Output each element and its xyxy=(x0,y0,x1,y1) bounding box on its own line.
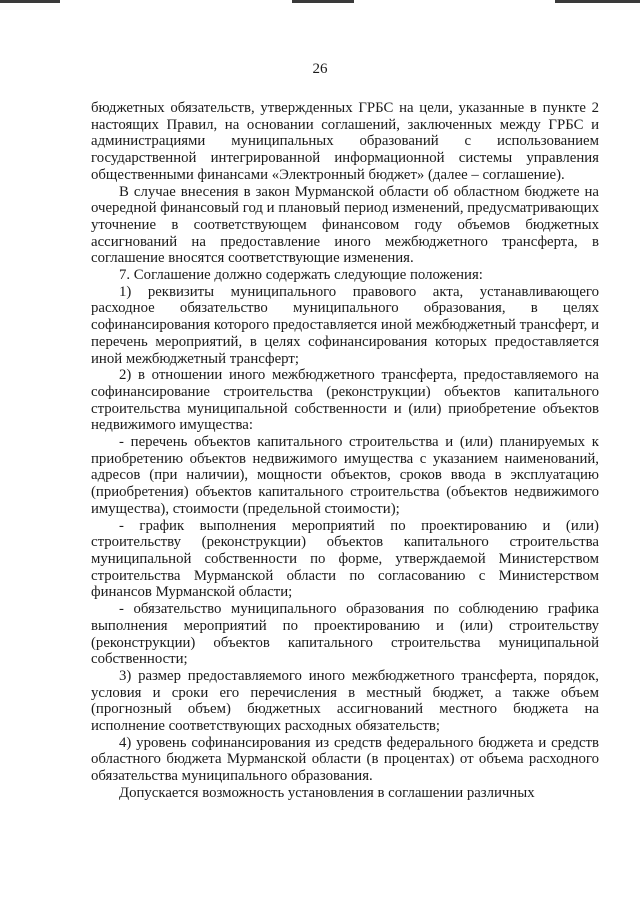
paragraph-subitem-4: 4) уровень софинансирования из средств федерального бюджета и средств областного бюджета Мурманской области (в процентах) от объема расходного обязательства муниципального образования. xyxy=(91,734,599,785)
paragraph-subitem-1: 1) реквизиты муниципального правового акта, устанавливающего расходное обязательство муниципального образования, в целях софинансирования которого предоставляется иной межбюджетный трансферт, и перечень мероприятий, в целях софинансирования которых предоставляется иной межбюджетный трансферт; xyxy=(91,283,599,367)
page-number: 26 xyxy=(312,61,328,77)
top-edge-rule-left xyxy=(0,0,60,3)
paragraph-continuation: бюджетных обязательств, утвержденных ГРБС на цели, указанные в пункте 2 настоящих Правил, на основании соглашений, заключенных между ГРБС и администрациями муниципальных образований с использованием государственной интегрированной информационной системы управления общественными финансами «Электронный бюджет» (далее – соглашение). xyxy=(91,100,599,183)
paragraph-item-7: 7. Соглашение должно содержать следующие положения: xyxy=(119,267,483,284)
paragraph-subitem-3: 3) размер предоставляемого иного межбюджетного трансферта, порядок, условия и сроки его перечисления в местный бюджет, а также объем (прогнозный объем) бюджетных ассигнований местного бюджета на исполнение соответствующих расходных обязательств; xyxy=(91,667,599,735)
top-edge-rule-right xyxy=(555,0,640,3)
paragraph-bullet-obligation: - обязательство муниципального образования по соблюдению графика выполнения мероприятий по проектированию и (или) строительству (реконструкции) объектов капитального строительства муниципальной собственности; xyxy=(91,601,599,668)
paragraph-amendments: В случае внесения в закон Мурманской области об областном бюджете на очередной финансовый год и плановый период изменений, предусматривающих уточнение в соответствующем финансовом году объемов бюджетных ассигнований на предоставление иного межбюджетного трансферта, в соглашение вносятся соответствующие изменения. xyxy=(91,183,599,267)
paragraph-bullet-schedule: - график выполнения мероприятий по проектированию и (или) строительству (реконструкции) объектов капитального строительства муниципальной собственности по форме, утверждаемой Министерством строительства Мурманской области по согласованию с Министерством финансов Мурманской области; xyxy=(91,517,599,601)
paragraph-bullet-objects-list: - перечень объектов капитального строительства и (или) планируемых к приобретению объектов недвижимого имущества с указанием наименований, адресов (при наличии), мощности объектов, сроков ввода в эксплуатацию (приобретения) объектов капитального строительства (объектов недвижимого имущества), стоимости (предельной стоимости); xyxy=(91,434,599,517)
paragraph-subitem-2: 2) в отношении иного межбюджетного трансферта, предоставляемого на софинансирование строительства (реконструкции) объектов капитального строительства муниципальной собственности и (или) приобретение объектов недвижимого имущества: xyxy=(91,367,599,434)
document-body xyxy=(91,100,599,802)
paragraph-allowed: Допускается возможность установления в соглашении различных xyxy=(119,784,535,801)
top-edge-rule-center xyxy=(292,0,354,3)
